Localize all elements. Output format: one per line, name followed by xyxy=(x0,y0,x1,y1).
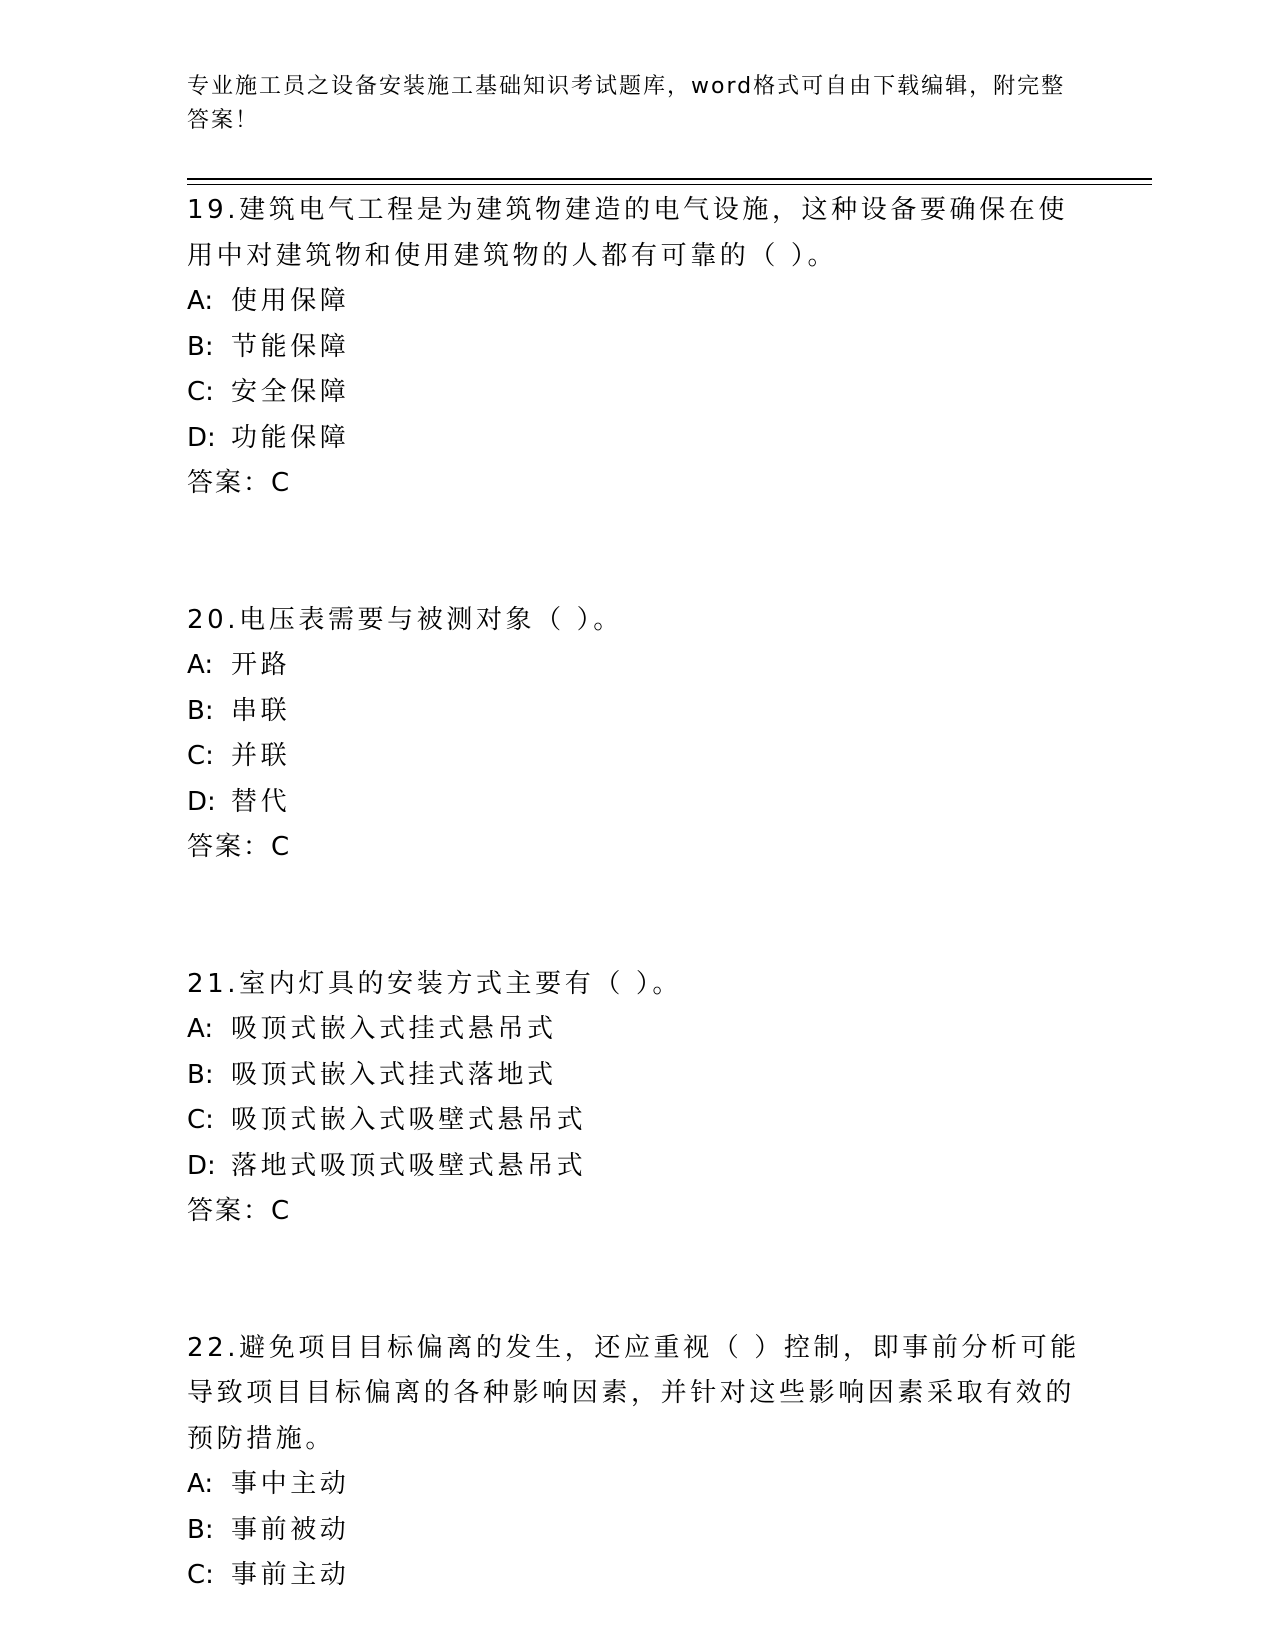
spacer xyxy=(187,871,1087,962)
option-c xyxy=(187,370,1087,416)
question-text: 22.避免项目目标偏离的发生，还应重视（ ）控制，即事前分析可能导致项目目标偏离的各种影响因素，并针对这些影响因素采取有效的预防措施。 xyxy=(187,1332,1080,1454)
question-text: 19.建筑电气工程是为建筑物建造的电气设施，这种设备要确保在使用中对建筑物和使用建筑物的人都有可靠的（ ）。 xyxy=(187,195,1068,271)
option-c xyxy=(187,1553,1087,1599)
option-text: 吸顶式嵌入式挂式落地式 xyxy=(231,1059,557,1090)
option-letter: D: xyxy=(187,422,216,453)
question-21 xyxy=(187,962,1087,1235)
option-text: 事前被动 xyxy=(231,1514,350,1545)
option-letter: A: xyxy=(187,1469,214,1499)
option-a xyxy=(187,1462,1087,1508)
spacer xyxy=(187,1235,1087,1326)
option-letter: B: xyxy=(187,1514,214,1545)
header-divider-thin xyxy=(187,184,1152,185)
option-text: 功能保障 xyxy=(231,422,350,453)
option-text: 节能保障 xyxy=(231,331,350,362)
question-text: 21.室内灯具的安装方式主要有（ ）。 xyxy=(187,968,683,999)
option-b xyxy=(187,1053,1087,1099)
option-letter: A: xyxy=(187,650,214,680)
document-header: 专业施工员之设备安装施工基础知识考试题库，word格式可自由下载编辑，附完整答案！ xyxy=(187,74,1066,133)
option-text: 吸顶式嵌入式吸壁式悬吊式 xyxy=(231,1105,587,1135)
header-divider-thick xyxy=(187,178,1152,180)
option-c xyxy=(187,734,1087,780)
option-b xyxy=(187,325,1087,371)
option-text: 落地式吸顶式吸壁式悬吊式 xyxy=(231,1150,587,1181)
option-text: 串联 xyxy=(231,695,291,726)
option-letter: A: xyxy=(187,1014,214,1044)
option-text: 事中主动 xyxy=(231,1469,350,1499)
option-b xyxy=(187,689,1087,735)
question-19 xyxy=(187,188,1087,507)
option-a xyxy=(187,1007,1087,1053)
option-letter: C: xyxy=(187,741,214,771)
answer-line: 答案：C xyxy=(187,832,292,862)
question-list xyxy=(187,188,1087,1599)
answer-line: 答案：C xyxy=(187,1196,292,1226)
option-letter: C: xyxy=(187,1105,214,1135)
spacer xyxy=(187,507,1087,598)
question-text: 20.电压表需要与被测对象（ ）。 xyxy=(187,604,623,635)
option-text: 开路 xyxy=(231,650,291,680)
option-letter: C: xyxy=(187,377,214,407)
option-letter: A: xyxy=(187,286,214,316)
option-text: 使用保障 xyxy=(231,286,350,316)
question-20 xyxy=(187,598,1087,871)
option-letter: C: xyxy=(187,1560,214,1590)
option-d xyxy=(187,780,1087,826)
option-b xyxy=(187,1508,1087,1554)
option-letter: B: xyxy=(187,695,214,726)
option-letter: D: xyxy=(187,786,216,817)
option-a xyxy=(187,279,1087,325)
option-d xyxy=(187,416,1087,462)
option-text: 替代 xyxy=(231,786,291,817)
option-letter: B: xyxy=(187,331,214,362)
option-text: 吸顶式嵌入式挂式悬吊式 xyxy=(231,1014,557,1044)
question-22 xyxy=(187,1326,1087,1599)
option-text: 并联 xyxy=(231,741,291,771)
option-c xyxy=(187,1098,1087,1144)
answer-line: 答案：C xyxy=(187,468,292,498)
option-a xyxy=(187,643,1087,689)
option-d xyxy=(187,1144,1087,1190)
option-text: 安全保障 xyxy=(231,377,350,407)
option-text: 事前主动 xyxy=(231,1560,350,1590)
option-letter: D: xyxy=(187,1150,216,1181)
option-letter: B: xyxy=(187,1059,214,1090)
